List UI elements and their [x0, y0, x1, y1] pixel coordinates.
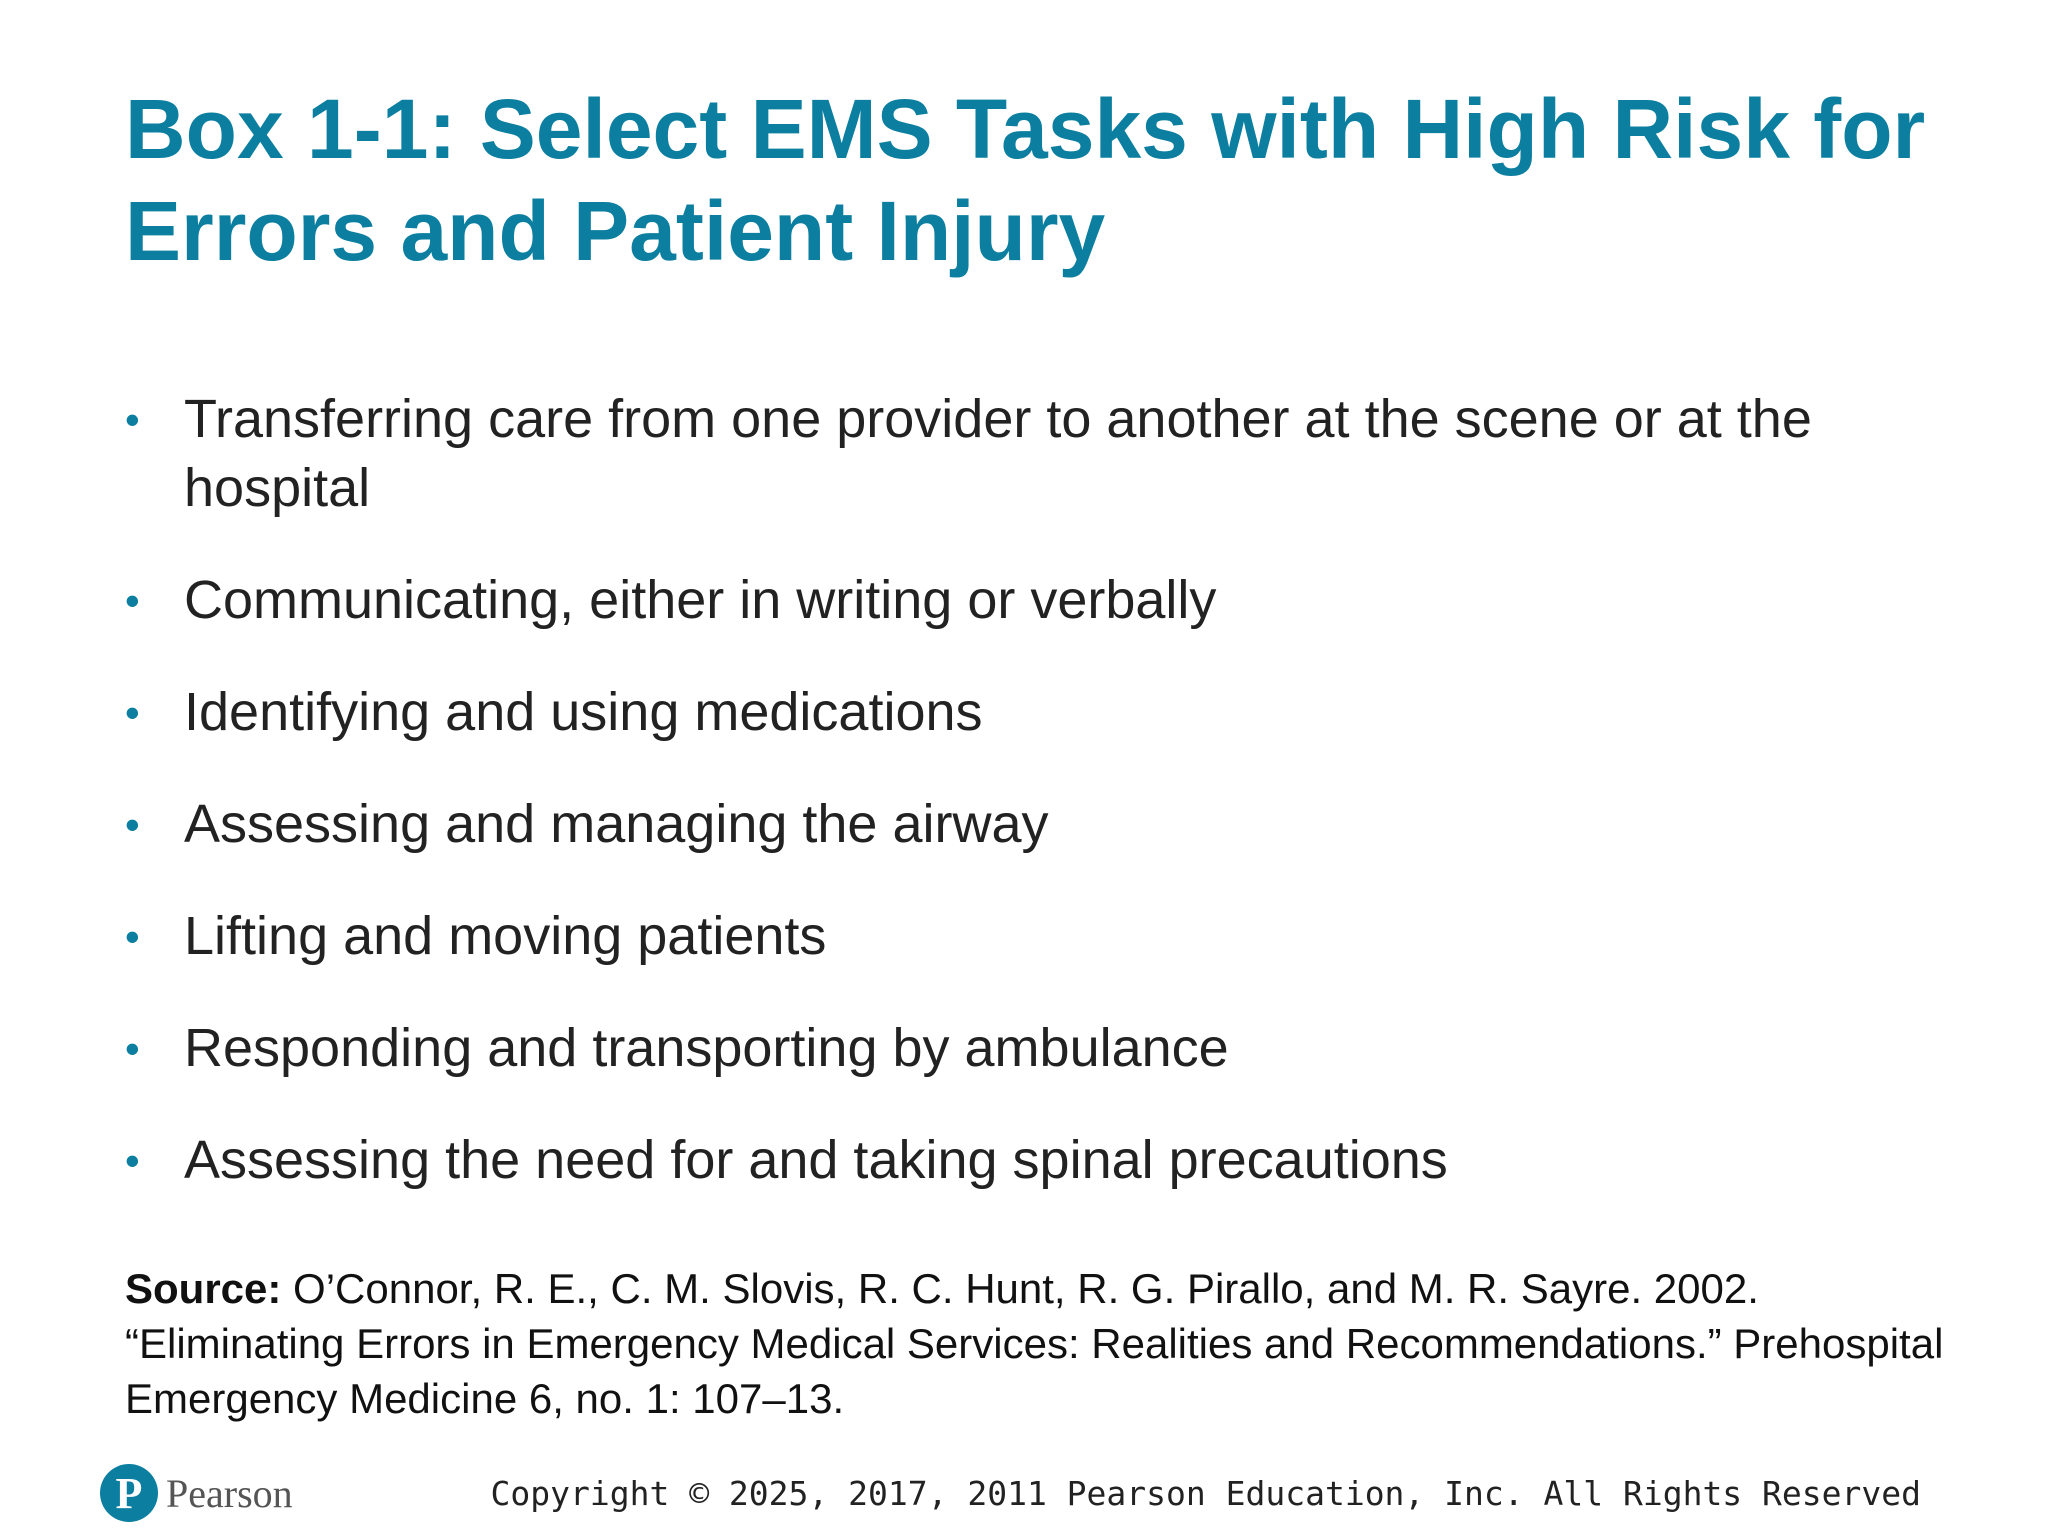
source-citation [125, 1261, 1945, 1426]
bullet-icon: • [125, 577, 140, 624]
bullet-text: Identifying and using medications [184, 682, 983, 742]
bullet-item [125, 1126, 1965, 1195]
bullet-text: Communicating, either in writing or verbally [184, 570, 1217, 630]
bullet-icon: • [125, 801, 140, 848]
bullet-item [125, 678, 1965, 747]
bullet-item [125, 566, 1965, 635]
bullet-text: Lifting and moving patients [184, 906, 827, 966]
bullet-icon: • [125, 396, 140, 443]
pearson-logo-icon: P [100, 1464, 158, 1522]
bullet-item [125, 385, 1965, 523]
logo-text: Pearson [166, 1470, 293, 1516]
slide-title: Box 1-1: Select EMS Tasks with High Risk for Errors and Patient Injury [125, 82, 1926, 278]
bullet-icon: • [125, 689, 140, 736]
bullet-item [125, 902, 1965, 971]
bullet-list [125, 385, 1965, 1238]
bullet-item [125, 790, 1965, 859]
source-text: O’Connor, R. E., C. M. Slovis, R. C. Hunt, R. G. Pirallo, and M. R. Sayre. 2002. “Eliminating Errors in Emergency Medical Services: Realities and Recommendations.” Prehospital Emergency Medicine 6, no. 1: 107–13. [125, 1265, 1944, 1422]
pearson-logo [100, 1463, 293, 1523]
bullet-text: Responding and transporting by ambulance [184, 1018, 1229, 1078]
bullet-icon: • [125, 913, 140, 960]
bullet-text: Transferring care from one provider to another at the scene or at the hospital [184, 389, 1812, 518]
source-label: Source: [125, 1265, 282, 1312]
bullet-icon: • [125, 1025, 140, 1072]
bullet-text: Assessing and managing the airway [184, 794, 1049, 854]
bullet-item [125, 1014, 1965, 1083]
bullet-text: Assessing the need for and taking spinal precautions [184, 1130, 1448, 1190]
bullet-icon: • [125, 1137, 140, 1184]
copyright-notice: Copyright © 2025, 2017, 2011 Pearson Education, Inc. All Rights Reserved [490, 1474, 1921, 1513]
